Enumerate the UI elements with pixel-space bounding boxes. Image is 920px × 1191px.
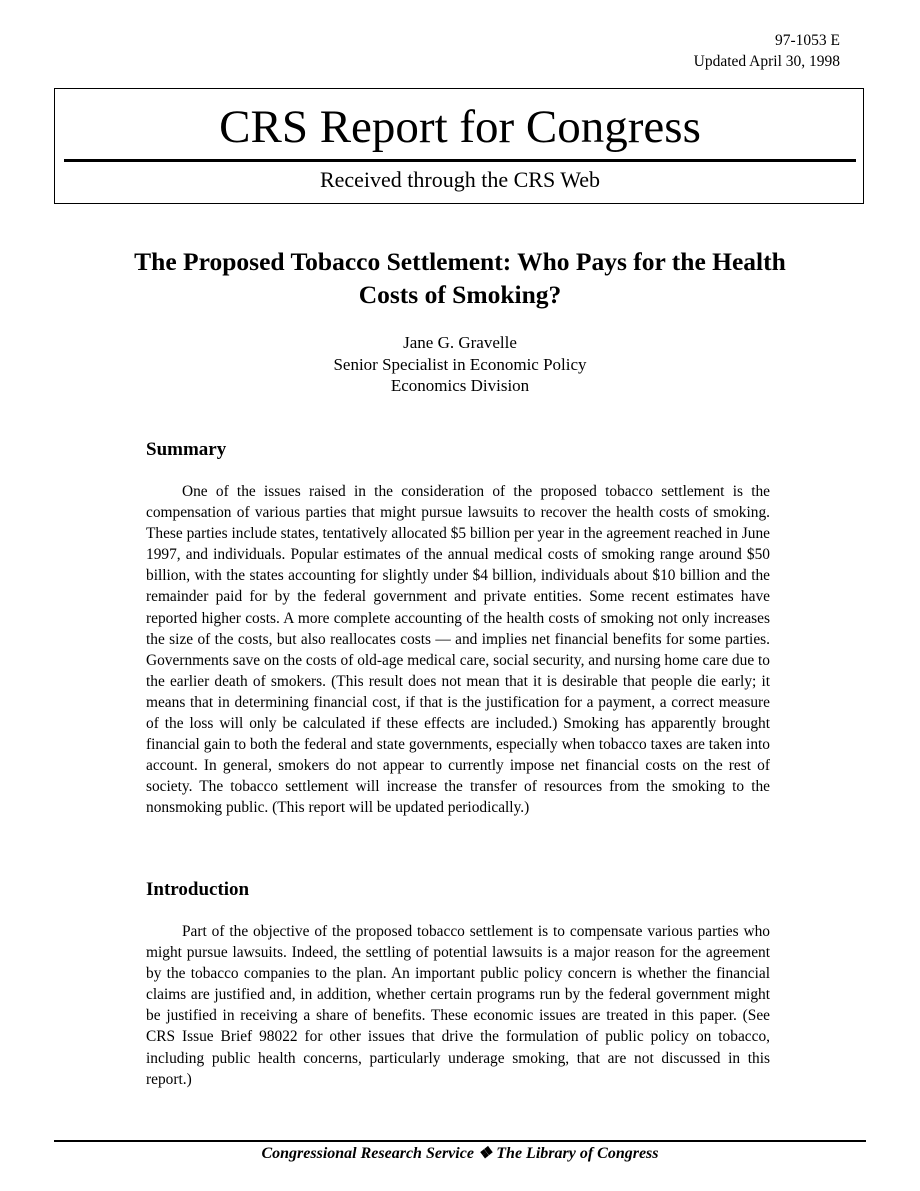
report-number: 97-1053 E <box>774 32 840 49</box>
author-name: Jane G. Gravelle <box>403 333 517 352</box>
author-position: Senior Specialist in Economic Policy <box>333 354 587 374</box>
summary-paragraph: One of the issues raised in the consideration of the proposed tobacco settlement is the compensation of various parties that might pursue lawsuits to recover the health costs of smoking. These parties include states, tentatively allocated $5 billion per year in the agreement reached in June 1997, and individuals. Popular estimates of the annual medical costs of smoking range around $50 billion, with the states accounting for slightly under $4 billion, individuals about $10 billion and the remainder paid for by the federal government and private entities. Some recent estimates have reported higher costs. A more complete accounting of the health costs of smoking not only increases the size of the costs, but also reallocates costs — and implies net financial benefits for some parties. Governments save on the costs of old-age medical care, social security, and nursing home care due to the earlier death of smokers. (This result does not mean that it is desirable that people die early; it means that in determining financial cost, if that is the justification for a payment, a correct measure of the loss will only be calculated if these effects are included.) Smoking has apparently brought financial gain to both the federal and state governments, especially when tobacco taxes are taken into account. In general, smokers do not appear to currently impose net financial costs on the rest of society. The tobacco settlement will increase the transfer of resources from the smoking to the nonsmoking public. (This report will be updated periodically.) <box>146 483 770 817</box>
document-title: The Proposed Tobacco Settlement: Who Pays for the Health Costs of Smoking? <box>134 247 786 309</box>
summary-heading: Summary <box>146 439 227 460</box>
report-header-title: CRS Report for Congress <box>219 101 701 153</box>
footer-text: Congressional Research Service ❖ The Library of Congress <box>261 1145 659 1162</box>
footer-divider <box>54 1140 866 1142</box>
report-updated-date: Updated April 30, 1998 <box>693 53 840 70</box>
author-division: Economics Division <box>390 376 530 395</box>
report-number-block <box>694 30 840 72</box>
introduction-heading: Introduction <box>146 879 250 900</box>
author-block <box>0 332 920 397</box>
header-divider <box>64 159 856 162</box>
report-header-subtitle: Received through the CRS Web <box>319 167 601 192</box>
introduction-paragraph: Part of the objective of the proposed tobacco settlement is to compensate various parties who might pursue lawsuits. Indeed, the settling of potential lawsuits is a major reason for the agreement by the tobacco companies to the plan. An important public policy concern is whether the financial claims are justified and, in addition, whether certain programs run by the federal government might be justified in receiving a share of benefits. These economic issues are treated in this paper. (See CRS Issue Brief 98022 for other issues that drive the formulation of public policy on tobacco, including public health concerns, particularly underage smoking, that are not discussed in this report.) <box>146 923 770 1088</box>
